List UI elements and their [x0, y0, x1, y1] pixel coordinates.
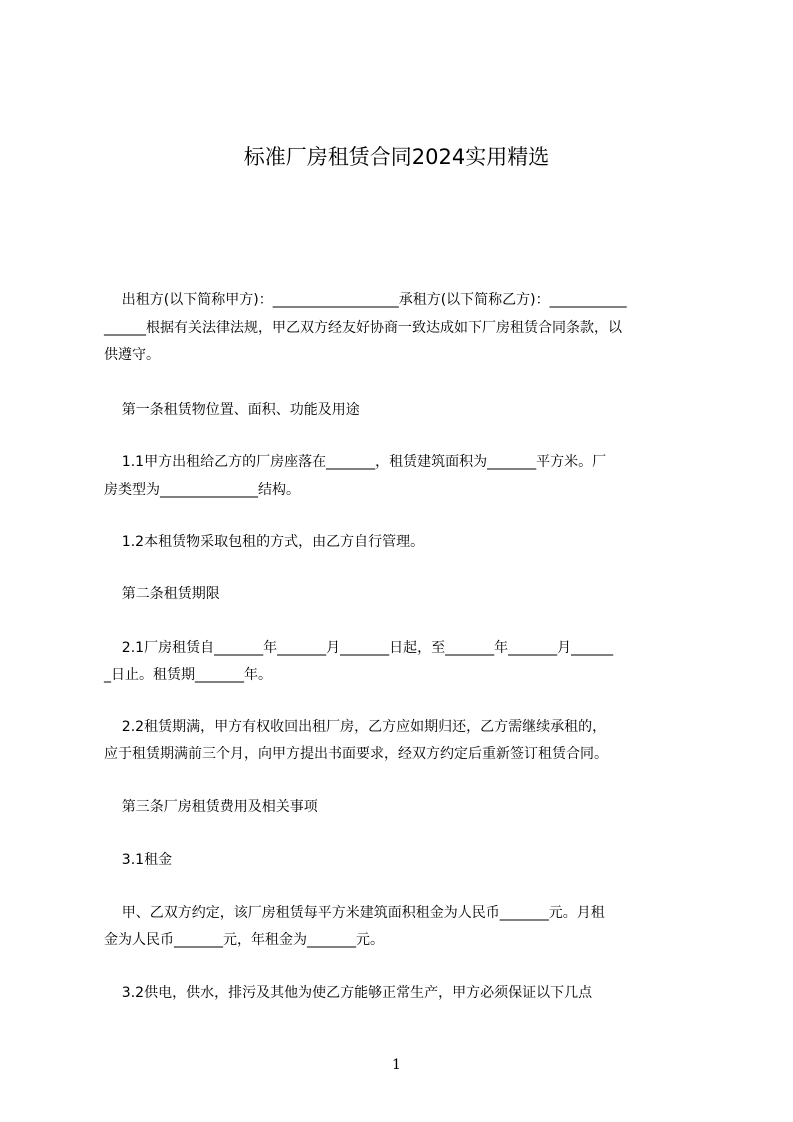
article-1-heading: 第一条租赁物位置、面积、功能及用途	[104, 402, 360, 418]
clause-2-1-line-1: 2.1厂房租赁自_______年_______月_______日起，至_______年_______月______	[104, 640, 614, 656]
clause-2-1-line-2: _日止。租赁期_______年。	[104, 667, 272, 683]
paragraph-parties-line-3: 供遵守。	[104, 347, 160, 363]
rent-paragraph-line-1: 甲、乙双方约定，该厂房租赁每平方米建筑面积租金为人民币_______元。月租	[104, 905, 605, 921]
clause-3-2: 3.2供电，供水，排污及其他为使乙方能够正常生产，甲方必须保证以下几点	[104, 985, 593, 1001]
clause-1-1-line-2: 房类型为______________结构。	[104, 482, 300, 498]
clause-2-2-line-1: 2.2租赁期满，甲方有权收回出租厂房，乙方应如期归还，乙方需继续承租的，	[104, 719, 607, 735]
clause-2-2-line-2: 应于租赁期满前三个月，向甲方提出书面要求，经双方约定后重新签订租赁合同。	[104, 746, 608, 762]
clause-3-1-heading: 3.1租金	[104, 852, 173, 868]
document-title: 标准厂房租赁合同2024实用精选	[243, 145, 550, 169]
clause-1-1-line-1: 1.1甲方出租给乙方的厂房座落在_______，租赁建筑面积为_______平方米。厂	[104, 454, 607, 470]
article-2-heading: 第二条租赁期限	[104, 586, 220, 602]
page-number: 1	[392, 1057, 401, 1073]
article-3-heading: 第三条厂房租赁费用及相关事项	[104, 799, 318, 815]
rent-paragraph-line-2: 金为人民币_______元，年租金为_______元。	[104, 932, 384, 948]
paragraph-parties-line-2: ______根据有关法律法规，甲乙双方经友好协商一致达成如下厂房租赁合同条款，以	[104, 320, 622, 336]
paragraph-parties-line-1: 出租方(以下简称甲方)：__________________承租方(以下简称乙方)：___________	[104, 292, 627, 308]
clause-1-2: 1.2本租赁物采取包租的方式，由乙方自行管理。	[104, 534, 425, 550]
